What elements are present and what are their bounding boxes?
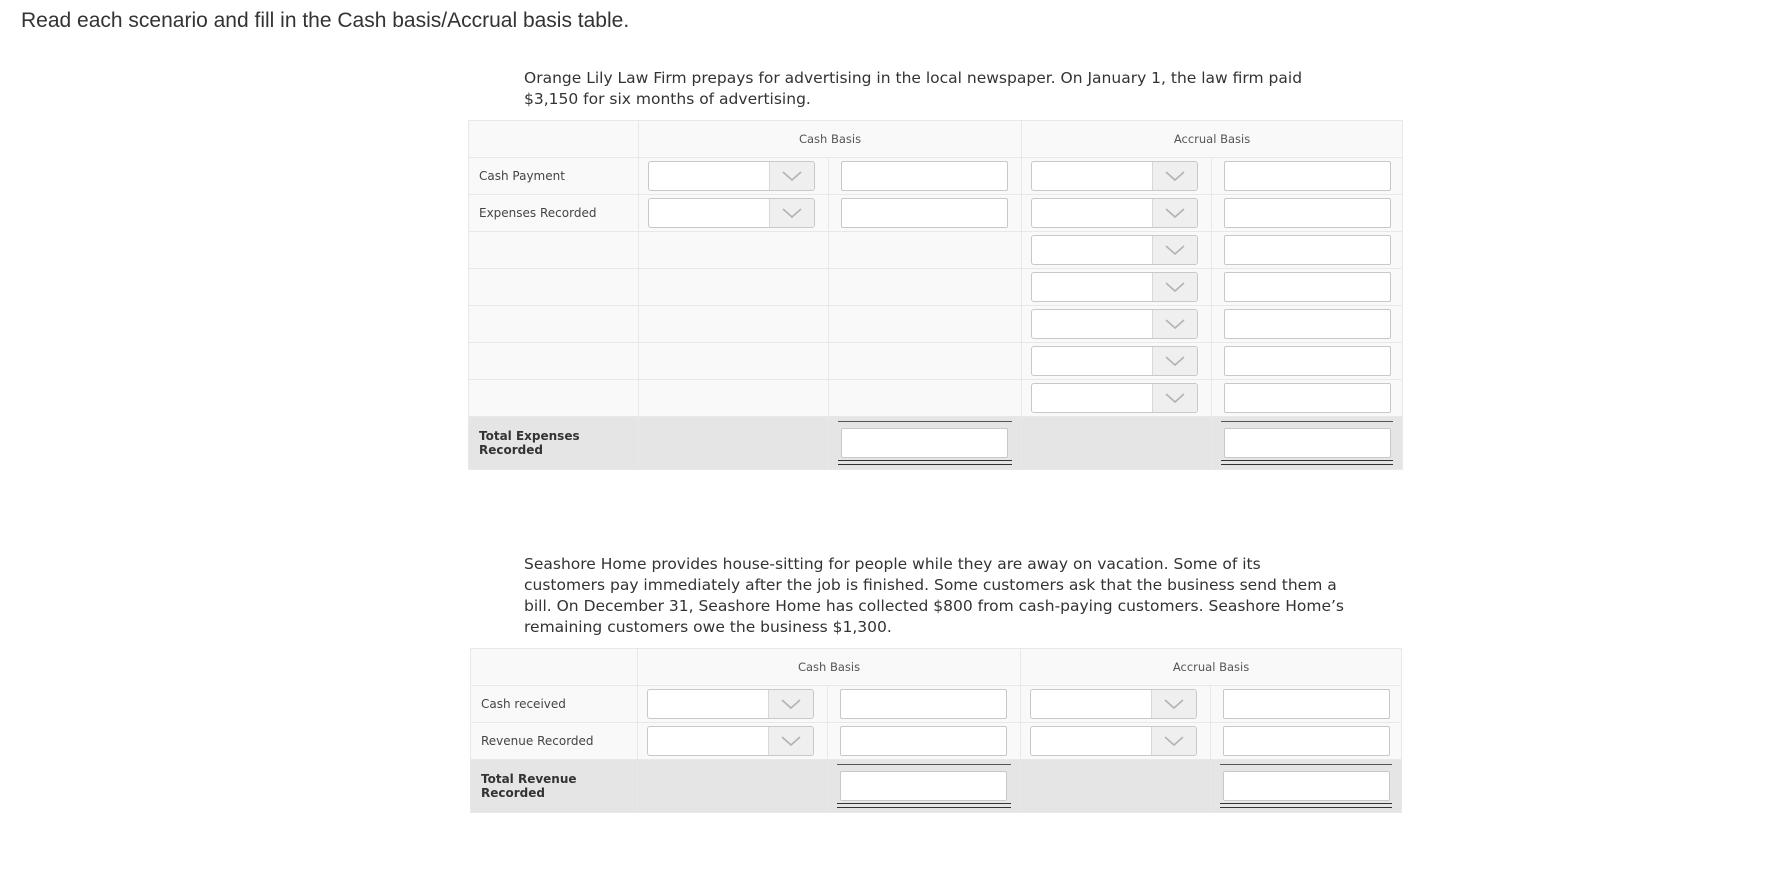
accrual-amount-input[interactable] — [1224, 235, 1391, 265]
accrual-amount-input[interactable] — [1223, 726, 1390, 756]
row-label: Revenue Recorded — [471, 723, 638, 760]
row-label — [469, 232, 639, 269]
header-accrual-basis: Accrual Basis — [1021, 649, 1402, 686]
total-row — [471, 760, 1402, 813]
table-row — [469, 158, 1403, 195]
accrual-amount-input[interactable] — [1224, 383, 1391, 413]
scenario-2-text: Seashore Home provides house-sitting for people while they are away on vacation. Some of its customers pay immediately after the job is finished. Some customers ask that the business send them a bill. On December 31, Seashore Home has collected $800 from cash-paying customers. Seashore Home’s remaining customers owe the business $1,300. — [524, 555, 1345, 636]
total-double-underline — [1220, 803, 1392, 808]
table-row — [471, 723, 1402, 760]
cash-amount-input[interactable] — [841, 198, 1008, 228]
row-label: Expenses Recorded — [469, 195, 639, 232]
row-label — [469, 269, 639, 306]
row-label: Cash received — [471, 686, 638, 723]
cash-total-input[interactable] — [840, 771, 1007, 801]
worksheet-header-row — [469, 121, 1403, 158]
total-label: Total Revenue Recorded — [471, 760, 638, 813]
chevron-down-icon — [1152, 199, 1197, 227]
accrual-amount-input[interactable] — [1224, 272, 1391, 302]
scenario-1-text: Orange Lily Law Firm prepays for advertising in the local newspaper. On January 1, the law firm paid $3,150 for six months of advertising. — [524, 69, 1303, 108]
chevron-down-icon — [1152, 162, 1197, 190]
total-label: Total Expenses Recorded — [469, 417, 639, 470]
table-row — [469, 343, 1403, 380]
page-title: Read each scenario and fill in the Cash basis/Accrual basis table. — [21, 9, 630, 32]
scenario-1-worksheet — [468, 120, 1403, 470]
cash-account-select[interactable] — [648, 198, 815, 228]
row-label — [469, 380, 639, 417]
header-cash-basis: Cash Basis — [639, 121, 1022, 158]
table-row — [471, 686, 1402, 723]
accrual-account-select[interactable] — [1031, 198, 1198, 228]
accrual-account-select[interactable] — [1030, 689, 1197, 719]
total-row — [469, 417, 1403, 470]
table-row — [469, 232, 1403, 269]
chevron-down-icon — [768, 690, 813, 718]
chevron-down-icon — [1152, 310, 1197, 338]
row-label: Cash Payment — [469, 158, 639, 195]
header-cash-basis: Cash Basis — [638, 649, 1021, 686]
total-double-underline — [837, 803, 1011, 808]
header-accrual-basis: Accrual Basis — [1022, 121, 1403, 158]
cash-amount-input[interactable] — [840, 726, 1007, 756]
accrual-amount-input[interactable] — [1223, 689, 1390, 719]
accrual-amount-input[interactable] — [1224, 161, 1391, 191]
chevron-down-icon — [1152, 347, 1197, 375]
row-label — [469, 343, 639, 380]
row-label — [469, 306, 639, 343]
accrual-account-select[interactable] — [1031, 235, 1198, 265]
accrual-account-select[interactable] — [1031, 161, 1198, 191]
total-double-underline — [1221, 460, 1393, 465]
total-top-line — [837, 764, 1011, 765]
accrual-account-select[interactable] — [1031, 346, 1198, 376]
accrual-amount-input[interactable] — [1224, 346, 1391, 376]
accrual-account-select[interactable] — [1031, 272, 1198, 302]
chevron-down-icon — [769, 162, 814, 190]
table-row — [469, 269, 1403, 306]
total-double-underline — [838, 460, 1012, 465]
cash-account-select[interactable] — [648, 161, 815, 191]
worksheet-header-row — [471, 649, 1402, 686]
accrual-account-select[interactable] — [1030, 726, 1197, 756]
header-blank — [471, 649, 638, 686]
chevron-down-icon — [769, 199, 814, 227]
header-blank — [469, 121, 639, 158]
chevron-down-icon — [1151, 727, 1196, 755]
chevron-down-icon — [1152, 384, 1197, 412]
cash-account-select[interactable] — [647, 726, 814, 756]
table-row — [469, 306, 1403, 343]
accrual-total-input[interactable] — [1224, 428, 1391, 458]
table-row — [469, 195, 1403, 232]
chevron-down-icon — [1151, 690, 1196, 718]
accrual-amount-input[interactable] — [1224, 309, 1391, 339]
accrual-amount-input[interactable] — [1224, 198, 1391, 228]
scenario-2-worksheet — [470, 648, 1402, 813]
table-row — [469, 380, 1403, 417]
cash-account-select[interactable] — [647, 689, 814, 719]
accrual-account-select[interactable] — [1031, 309, 1198, 339]
total-top-line — [1221, 421, 1393, 422]
total-top-line — [838, 421, 1012, 422]
cash-amount-input[interactable] — [841, 161, 1008, 191]
chevron-down-icon — [768, 727, 813, 755]
total-top-line — [1220, 764, 1392, 765]
accrual-account-select[interactable] — [1031, 383, 1198, 413]
chevron-down-icon — [1152, 273, 1197, 301]
cash-total-input[interactable] — [841, 428, 1008, 458]
chevron-down-icon — [1152, 236, 1197, 264]
cash-amount-input[interactable] — [840, 689, 1007, 719]
accrual-total-input[interactable] — [1223, 771, 1390, 801]
